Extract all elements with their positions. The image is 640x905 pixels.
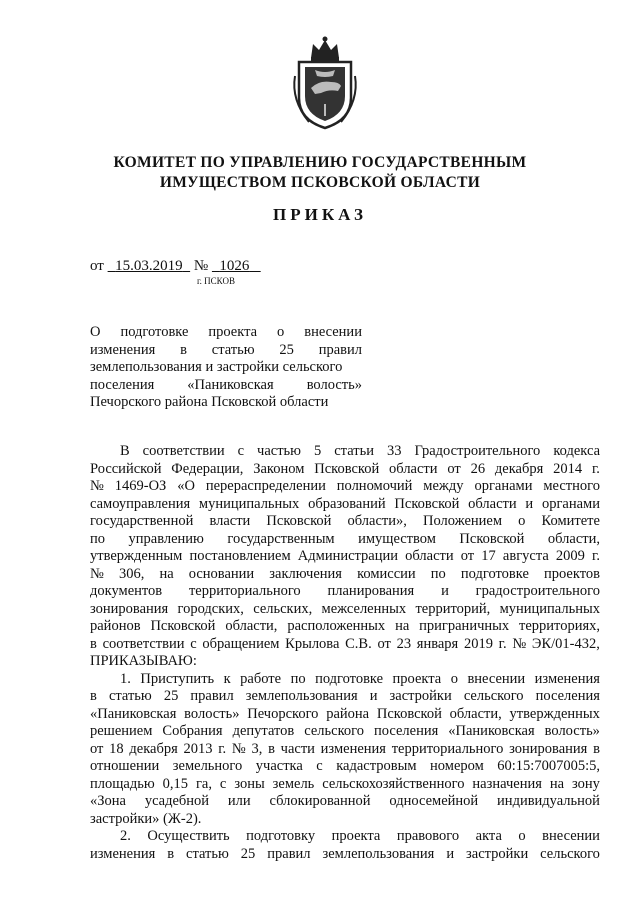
body-line: от 18 декабря 2013 г. № 3, в части изменения территориального зонирования в xyxy=(90,740,600,757)
body-line: В соответствии с частью 5 статьи 33 Градостроительного кодекса xyxy=(120,443,600,459)
subject-line: О подготовке проекта о внесении xyxy=(90,324,362,340)
subject-line: Печорского района Псковской области xyxy=(90,394,329,410)
number-label: № xyxy=(193,258,209,274)
body-line: изменения в статью 25 правил землепользования и застройки сельского xyxy=(90,845,600,862)
body-line: Российской Федерации, Законом Псковской области от 26 декабря 2014 г. xyxy=(90,460,600,477)
order-body xyxy=(90,443,600,863)
committee-title xyxy=(60,153,580,193)
document-number: 1026 xyxy=(219,258,250,274)
subject-line: изменения в статью 25 правил xyxy=(90,341,362,358)
body-line: самоуправления муниципальных образований Псковской области и органами xyxy=(90,495,600,512)
body-line: государственной власти Псковской области», Положением о Комитете xyxy=(90,513,600,529)
city-label: г. ПСКОВ xyxy=(197,276,235,286)
subject-line: землепользования и застройки сельского xyxy=(90,359,343,375)
body-line: 1. Приступить к работе по подготовке проекта о внесении изменения xyxy=(120,670,600,687)
body-line: «Зона усадебной или сблокированной односемейной индивидуальной xyxy=(90,793,600,809)
body-line: по управлению государственным имуществом Псковской области, xyxy=(90,530,600,547)
pskov-coat-of-arms-emblem xyxy=(289,36,361,130)
body-line: № 306, на основании заключения комиссии по подготовке проектов xyxy=(90,565,600,582)
body-line: № 1469-ОЗ «О перераспределении полномочий между органами местного xyxy=(90,478,600,494)
body-line: 2. Осуществить подготовку проекта правового акта о внесении xyxy=(120,828,600,844)
body-line: зонирования городских, сельских, межселенных территорий, муниципальных xyxy=(90,600,600,617)
registration-line xyxy=(90,258,261,275)
subject-line: поселения «Паниковская волость» xyxy=(90,376,362,393)
committee-title-line1: КОМИТЕТ ПО УПРАВЛЕНИЮ ГОСУДАРСТВЕННЫМ xyxy=(113,154,527,171)
body-line: документов территориального планирования и градостроительного xyxy=(90,583,600,599)
document-date: 15.03.2019 xyxy=(115,258,183,274)
body-line: решением Собрания депутатов сельского поселения «Паниковская волость» xyxy=(90,723,600,739)
body-line: отношении земельного участка с кадастровым номером 60:15:7007005:5, xyxy=(90,758,600,774)
date-from-label: от xyxy=(90,258,104,274)
body-line: районов Псковской области, расположенных на приграничных территориях, xyxy=(90,618,600,634)
body-line: ПРИКАЗЫВАЮ: xyxy=(90,653,197,669)
body-line: застройки» (Ж-2). xyxy=(90,810,202,827)
body-line: в соответствии с обращением Крылова С.В. от 23 января 2019 г. № ЭК/01-432, xyxy=(90,635,600,652)
document-type-heading: ПРИКАЗ xyxy=(273,205,367,224)
order-subject xyxy=(90,324,362,412)
committee-title-line2: ИМУЩЕСТВОМ ПСКОВСКОЙ ОБЛАСТИ xyxy=(159,174,481,191)
body-line: в статью 25 правил землепользования и застройки сельского поселения xyxy=(90,688,600,704)
body-line: площадью 0,15 га, с зоны земель сельскохозяйственного назначения на зону xyxy=(90,775,600,792)
body-line: утвержденным постановлением Администрации области от 17 августа 2009 г. xyxy=(90,548,600,564)
body-line: «Паниковская волость» Печорского района Псковской области, утвержденных xyxy=(90,705,600,722)
